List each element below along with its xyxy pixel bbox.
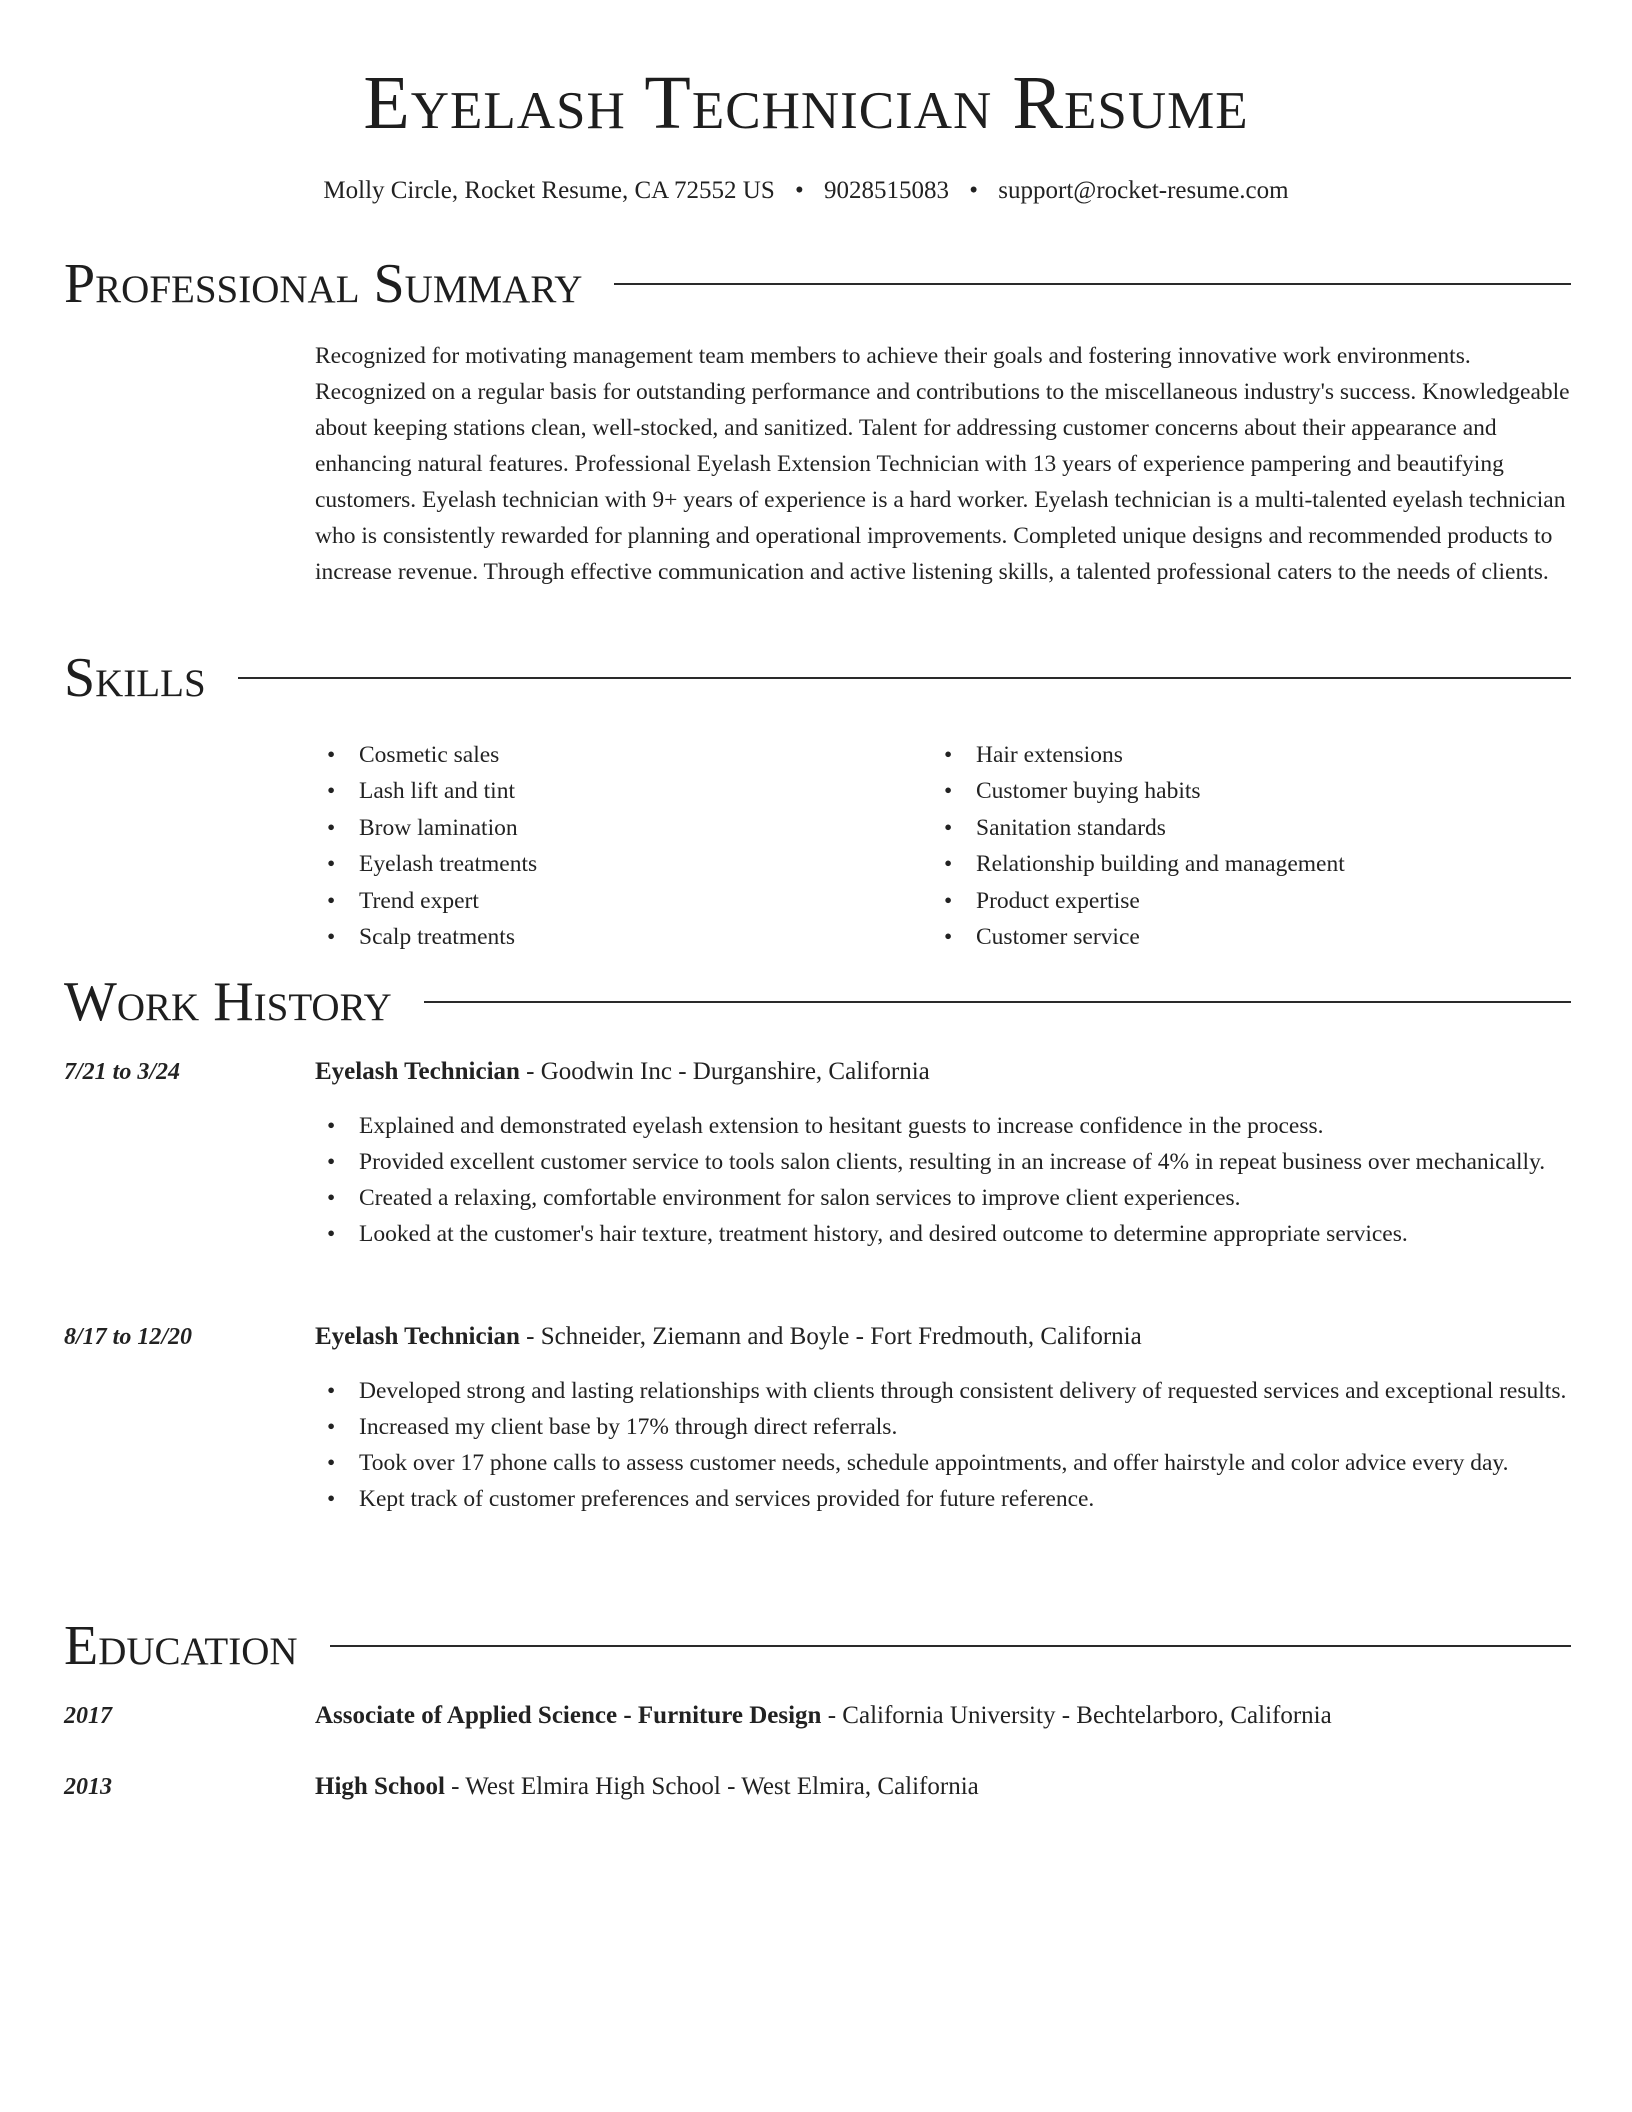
section-divider <box>238 677 1571 679</box>
skill-item: • Trend expert <box>315 883 915 919</box>
skill-item: • Product expertise <box>932 883 1577 919</box>
contact-line <box>0 174 1612 208</box>
skill-item: • Hair extensions <box>932 737 1577 773</box>
section-education <box>64 1614 1571 1678</box>
job-dates: 8/17 to 12/20 <box>64 1324 193 1350</box>
skill-item: • Lash lift and tint <box>315 773 915 809</box>
contact-phone: 9028515083 <box>824 177 950 204</box>
skill-item: • Customer service <box>932 919 1577 955</box>
contact-email: support@rocket-resume.com <box>998 177 1289 204</box>
section-skills <box>64 646 1571 710</box>
job-header <box>315 1055 1577 1089</box>
education-entry <box>315 1699 1577 1733</box>
section-divider <box>424 1001 1571 1003</box>
summary-text: Recognized for motivating management team members to achieve their goals and fostering innovative work environments. Recognized on a regular basis for outstanding performance and contributions to the miscellaneous industry's success. Knowledgeable about keeping stations clean, well-stocked, and sanitized. Talent for addressing customer concerns about their appearance and enhancing natural features. Professional Eyelash Extension Technician with 13 years of experience pampering and beautifying customers. Eyelash technician with 9+ years of experience is a hard worker. Eyelash technician is a multi-talented eyelash technician who is consistently rewarded for planning and operational improvements. Completed unique designs and recommended products to increase revenue. Through effective communication and active listening skills, a talented professional caters to the needs of clients. <box>315 343 1570 585</box>
skill-item: • Sanitation standards <box>932 810 1577 846</box>
skill-item: • Relationship building and management <box>932 846 1577 882</box>
section-divider <box>614 283 1571 285</box>
education-degree: High School <box>315 1773 445 1800</box>
contact-separator: • <box>969 177 979 204</box>
job-title: Eyelash Technician <box>315 1323 520 1350</box>
section-heading: Work History <box>64 971 392 1033</box>
skills-list-left <box>315 737 915 955</box>
education-school: - California University - Bechtelarboro, California <box>821 1702 1332 1729</box>
section-work-history <box>64 970 1571 1034</box>
duty-item: • Increased my client base by 17% through direct referrals. <box>315 1409 1577 1445</box>
education-year: 2017 <box>64 1703 112 1729</box>
education-year: 2013 <box>64 1774 112 1800</box>
job-header <box>315 1320 1577 1354</box>
skill-item: • Cosmetic sales <box>315 737 915 773</box>
education-entry <box>315 1770 1577 1804</box>
section-heading: Education <box>64 1615 298 1677</box>
resume-title: Eyelash Technician Resume <box>363 61 1249 145</box>
duty-item: • Kept track of customer preferences and services provided for future reference. <box>315 1481 1577 1517</box>
contact-address: Molly Circle, Rocket Resume, CA 72552 US <box>323 177 775 204</box>
skills-list-right <box>932 737 1577 955</box>
section-heading: Professional Summary <box>64 253 583 315</box>
duty-item: • Explained and demonstrated eyelash extension to hesitant guests to increase confidence in the process. <box>315 1108 1577 1144</box>
job-duties <box>315 1108 1577 1252</box>
job-company: - Goodwin Inc - Durganshire, California <box>519 1058 930 1085</box>
section-professional-summary <box>64 252 1571 316</box>
education-school: - West Elmira High School - West Elmira, California <box>444 1773 979 1800</box>
job-title: Eyelash Technician <box>315 1058 520 1085</box>
duty-item: • Looked at the customer's hair texture, treatment history, and desired outcome to determine appropriate services. <box>315 1216 1577 1252</box>
duty-item: • Provided excellent customer service to tools salon clients, resulting in an increase of 4% in repeat business over mechanically. <box>315 1144 1577 1180</box>
contact-separator: • <box>795 177 804 204</box>
duty-item: • Created a relaxing, comfortable environment for salon services to improve client experiences. <box>315 1180 1577 1216</box>
skill-item: • Scalp treatments <box>315 919 915 955</box>
section-heading: Skills <box>64 647 206 709</box>
education-degree: Associate of Applied Science - Furniture Design <box>315 1702 822 1729</box>
duty-item: • Developed strong and lasting relationships with clients through consistent delivery of requested services and exceptional results. <box>315 1373 1577 1409</box>
duty-item: • Took over 17 phone calls to assess customer needs, schedule appointments, and offer hairstyle and color advice every day. <box>315 1445 1577 1481</box>
job-duties <box>315 1373 1577 1517</box>
job-dates: 7/21 to 3/24 <box>64 1059 181 1085</box>
section-divider <box>330 1645 1571 1647</box>
skill-item: • Eyelash treatments <box>315 846 915 882</box>
job-company: - Schneider, Ziemann and Boyle - Fort Fredmouth, California <box>519 1323 1142 1350</box>
skill-item: • Customer buying habits <box>932 773 1577 809</box>
skill-item: • Brow lamination <box>315 810 915 846</box>
